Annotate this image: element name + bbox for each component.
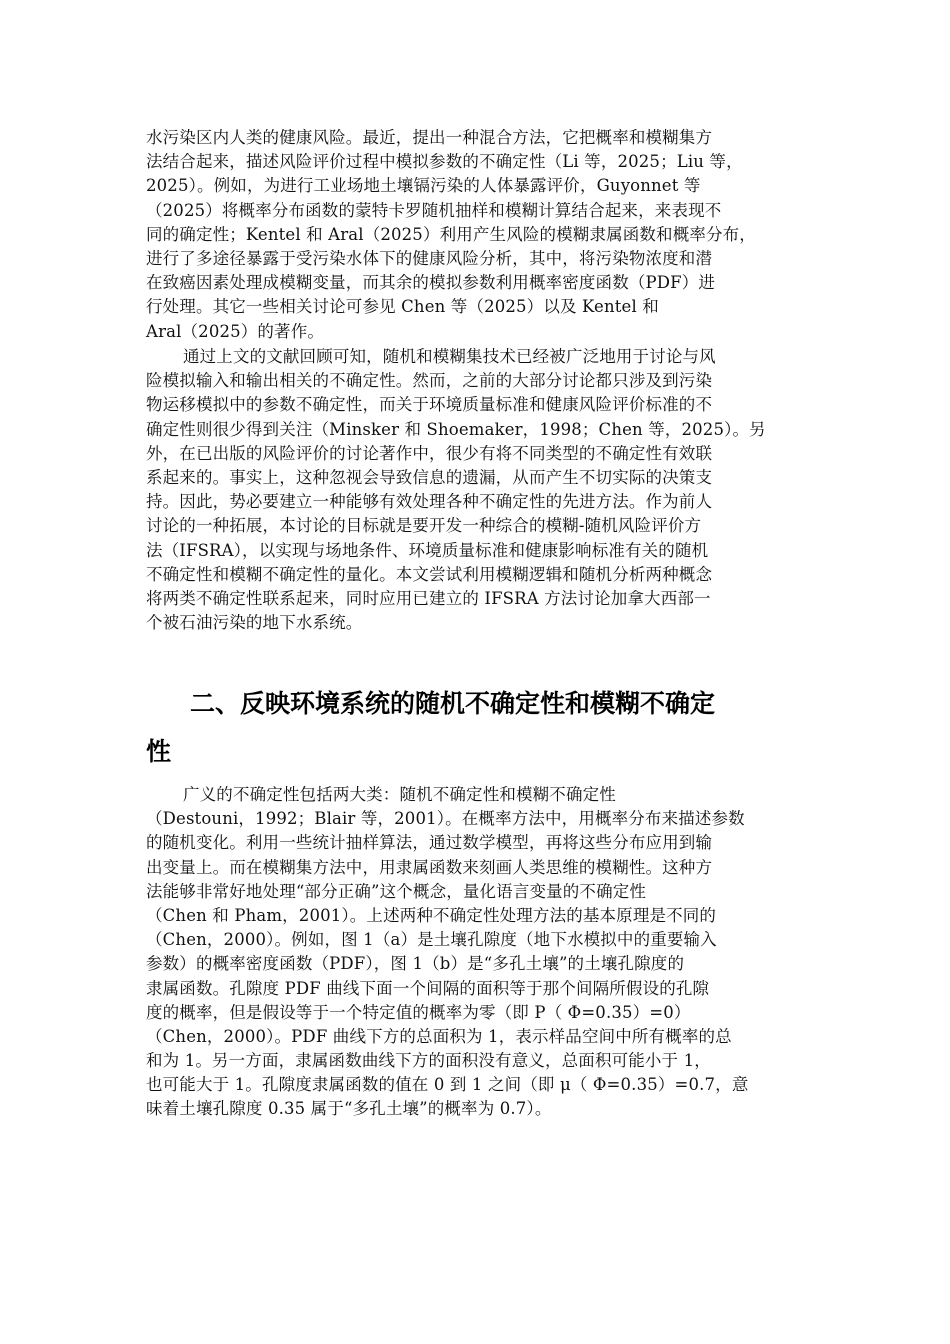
paragraph-line: 进行了多途径暴露于受污染水体下的健康风险分析，其中，将污染物浓度和潜 — [146, 248, 713, 268]
section-heading-continuation: 性 — [146, 737, 172, 766]
paragraph-line: 讨论的一种拓展，本讨论的目标就是要开发一种综合的模糊-随机风险评价方 — [146, 516, 702, 536]
paragraph-line: （Chen，2000）。例如，图 1（a）是土壤孔隙度（地下水模拟中的重要输入 — [146, 930, 717, 950]
paragraph-uncertainty-types — [146, 783, 816, 1122]
paragraph-line: （Chen，2000）。PDF 曲线下方的总面积为 1，表示样品空间中所有概率的总 — [146, 1026, 732, 1046]
paragraph-line: 将两类不确定性联系起来，同时应用已建立的 IFSRA 方法讨论加拿大西部一 — [146, 588, 711, 608]
paragraph-line: 物运移模拟中的参数不确定性，而关于环境质量标准和健康风险评价标准的不 — [146, 395, 713, 415]
paragraph-line: 广义的不确定性包括两大类：随机不确定性和模糊不确定性 — [183, 785, 616, 804]
paragraph-line: Aral（2025）的著作。 — [146, 321, 325, 341]
paragraph-line: 不确定性和模糊不确定性的量化。本文尝试利用模糊逻辑和随机分析两种概念 — [146, 564, 713, 584]
paragraph-line: 在致癌因素处理成模糊变量，而其余的模拟参数利用概率密度函数（PDF）进 — [146, 273, 716, 293]
paragraph-line: 法（IFSRA），以实现与场地条件、环境质量标准和健康影响标准有关的随机 — [146, 540, 709, 560]
paragraph-research-objective — [146, 345, 816, 635]
paragraph-line: 险模拟输入和输出相关的不确定性。然而，之前的大部分讨论都只涉及到污染 — [146, 371, 713, 391]
paragraph-line: （Destouni，1992；Blair 等，2001）。在概率方法中，用概率分布来描述参数 — [146, 809, 745, 829]
section-heading: 二、反映环境系统的随机不确定性和模糊不确定 — [190, 689, 716, 718]
paragraph-line: 通过上文的文献回顾可知，随机和模糊集技术已经被广泛地用于讨论与风 — [183, 347, 716, 366]
paragraph-literature-review-end — [146, 126, 816, 344]
paragraph-line: 法能够非常好地处理“部分正确”这个概念，量化语言变量的不确定性 — [146, 881, 647, 901]
paragraph-line: （Chen 和 Pham，2001）。上述两种不确定性处理方法的基本原理是不同的 — [146, 905, 717, 925]
paragraph-line: 味着土壤孔隙度 0.35 属于“多孔土壤”的概率为 0.7）。 — [146, 1099, 552, 1119]
paragraph-line: 系起来的。事实上，这种忽视会导致信息的遗漏，从而产生不切实际的决策支 — [146, 467, 713, 487]
paragraph-line: 的随机变化。利用一些统计抽样算法，通过数学模型，再将这些分布应用到输 — [146, 833, 713, 853]
paragraph-line: 也可能大于 1。孔隙度隶属函数的值在 0 到 1 之间（即 μ（ Φ=0.35）=0.7，意 — [146, 1075, 749, 1095]
paragraph-line: 参数）的概率密度函数（PDF），图 1（b）是“多孔土壤”的土壤孔隙度的 — [146, 954, 685, 974]
paragraph-line: 持。因此，势必要建立一种能够有效处理各种不确定性的先进方法。作为前人 — [146, 492, 713, 512]
paragraph-line: 同的确定性；Kentel 和 Aral（2025）利用产生风险的模糊隶属函数和概率分布， — [146, 224, 756, 244]
paragraph-line: 度的概率，但是假设等于一个特定值的概率为零（即 P（ Φ=0.35）=0） — [146, 1002, 691, 1022]
paragraph-line: 水污染区内人类的健康风险。最近，提出一种混合方法，它把概率和模糊集方 — [146, 128, 713, 147]
paragraph-line: 出变量上。而在模糊集方法中，用隶属函数来刻画人类思维的模糊性。这种方 — [146, 857, 713, 877]
paragraph-line: 法结合起来，描述风险评价过程中模拟参数的不确定性（Li 等，2025；Liu 等， — [146, 152, 743, 172]
paragraph-line: 确定性则很少得到关注（Minsker 和 Shoemaker，1998；Chen 等，2025）。另 — [146, 419, 766, 439]
paragraph-line: 2025）。例如，为进行工业场地土壤镉污染的人体暴露评价，Guyonnet 等 — [146, 176, 701, 196]
paragraph-line: 隶属函数。孔隙度 PDF 曲线下面一个间隔的面积等于那个间隔所假设的孔隙 — [146, 978, 710, 998]
paragraph-line: 外，在已出版的风险评价的讨论著作中，很少有将不同类型的不确定性有效联 — [146, 443, 713, 463]
paragraph-line: （2025）将概率分布函数的蒙特卡罗随机抽样和模糊计算结合起来，来表现不 — [146, 200, 722, 220]
paragraph-line: 和为 1。另一方面，隶属函数曲线下方的面积没有意义，总面积可能小于 1， — [146, 1051, 711, 1071]
paragraph-line: 个被石油污染的地下水系统。 — [146, 613, 363, 633]
paragraph-line: 行处理。其它一些相关讨论可参见 Chen 等（2025）以及 Kentel 和 — [146, 297, 659, 317]
